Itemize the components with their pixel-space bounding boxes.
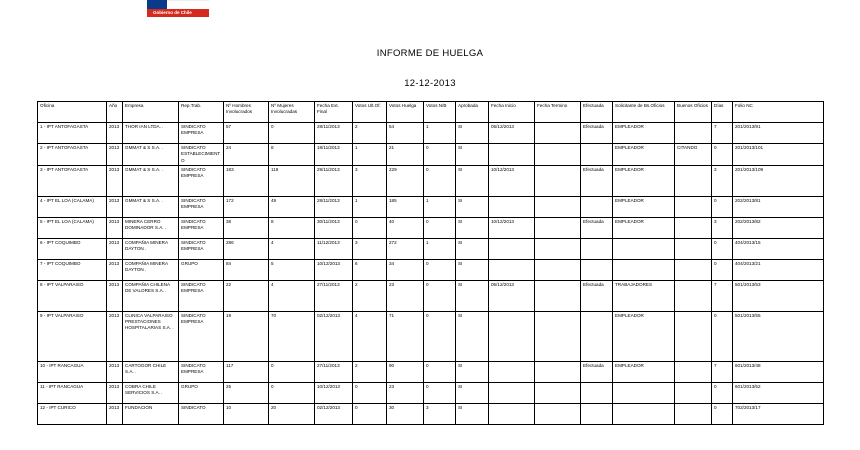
table-cell: CLINICA VALPARAISO PRESTACIONES HOSPITALARIAS S.A. . — [123, 311, 179, 361]
table-cell — [581, 382, 613, 403]
table-cell: 7 — [712, 280, 733, 311]
table-cell: 2013 — [107, 217, 123, 238]
column-header: Fecha Inicio — [489, 102, 535, 123]
table-cell: 2013 — [107, 361, 123, 382]
column-header: Rep.Trab. — [179, 102, 224, 123]
table-cell — [489, 238, 535, 259]
table-cell — [581, 403, 613, 424]
column-header: Días — [712, 102, 733, 123]
report-date: 12-12-2013 — [404, 78, 456, 89]
table-cell — [613, 382, 675, 403]
table-cell — [613, 403, 675, 424]
table-cell: 201/2013/109 — [733, 165, 824, 196]
table-cell: 501/2013/55 — [733, 311, 824, 361]
table-cell: 0 — [269, 361, 315, 382]
table-cell — [675, 280, 712, 311]
table-cell: 286 — [224, 238, 269, 259]
table-cell: 49 — [269, 196, 315, 217]
table-cell: 1 — [353, 144, 387, 166]
table-cell: SI — [456, 144, 489, 166]
table-cell: 8 — [269, 144, 315, 166]
logo-text: Gobierno de Chile — [153, 10, 192, 15]
table-cell: 117 — [224, 361, 269, 382]
table-cell: EMPLEADOR — [613, 311, 675, 361]
strike-report-table — [37, 101, 824, 425]
table-row — [38, 311, 824, 361]
table-cell — [535, 217, 581, 238]
table-cell: 3 — [712, 217, 733, 238]
table-cell: 229 — [387, 165, 424, 196]
column-header: Aprobada — [456, 102, 489, 123]
table-cell: 4 — [269, 280, 315, 311]
table-cell — [535, 123, 581, 144]
table-cell: 118 — [269, 165, 315, 196]
table-cell: SINDICATO EMPRESA — [179, 165, 224, 196]
table-cell: 183 — [224, 165, 269, 196]
table-cell: EMPLEADOR — [613, 361, 675, 382]
table-cell: 0 — [712, 196, 733, 217]
table-cell: 4 — [353, 311, 387, 361]
table-cell: 84 — [224, 259, 269, 280]
table-cell: FUNDACION — [123, 403, 179, 424]
table-cell: 0 — [424, 259, 456, 280]
table-cell: 185 — [387, 196, 424, 217]
table-row — [38, 259, 824, 280]
table-cell — [675, 238, 712, 259]
table-cell — [535, 311, 581, 361]
table-cell: 8 — [269, 217, 315, 238]
table-cell: 38 — [224, 217, 269, 238]
table-cell: 20 — [269, 403, 315, 424]
table-cell: 02/12/2013 — [315, 311, 353, 361]
table-cell: 0 — [424, 361, 456, 382]
table-cell: Efectuada — [581, 217, 613, 238]
table-cell: 11 - IPT RANCAGUA — [38, 382, 107, 403]
table-cell: 5 - IPT EL LOA (CALAMA) — [38, 217, 107, 238]
table-cell: Efectuada — [581, 165, 613, 196]
table-cell: 6 — [353, 259, 387, 280]
column-header: Folio NC — [733, 102, 824, 123]
table-cell: TRABAJADORES — [613, 280, 675, 311]
table-cell — [675, 382, 712, 403]
table-cell: 404/2013/15 — [733, 238, 824, 259]
table-cell: Efectuada — [581, 361, 613, 382]
table-cell: 10/12/2013 — [489, 217, 535, 238]
table-cell — [535, 196, 581, 217]
table-cell: 29/11/2013 — [315, 165, 353, 196]
table-cell: SI — [456, 311, 489, 361]
table-cell: GMMAT & S S.A. . — [123, 144, 179, 166]
table-cell — [675, 259, 712, 280]
table-cell — [489, 259, 535, 280]
table-cell: 11/12/2013 — [315, 238, 353, 259]
column-header: Buenos Oficios — [675, 102, 712, 123]
table-cell: 27/11/2013 — [315, 280, 353, 311]
table-cell — [675, 403, 712, 424]
table-cell — [675, 196, 712, 217]
table-cell: 2013 — [107, 238, 123, 259]
table-cell — [613, 259, 675, 280]
table-cell: 57 — [224, 123, 269, 144]
table-cell: 1 — [353, 196, 387, 217]
table-cell — [581, 259, 613, 280]
table-cell: GRUPO — [179, 382, 224, 403]
table-cell: 1 - IPT ANTOFAGASTA — [38, 123, 107, 144]
table-cell: 2013 — [107, 259, 123, 280]
column-header: Año — [107, 102, 123, 123]
table-cell: 27/11/2013 — [315, 361, 353, 382]
table-cell: COMPAÑIA CHILENA DE VALORES S.A. . — [123, 280, 179, 311]
table-cell: 7 — [712, 123, 733, 144]
table-row — [38, 144, 824, 166]
table-cell: 70 — [269, 311, 315, 361]
table-cell: 40 — [387, 217, 424, 238]
table-cell: 0 — [353, 403, 387, 424]
table-cell: SINDICATO EMPRESA — [179, 217, 224, 238]
table-cell: 501/2013/53 — [733, 280, 824, 311]
column-header: Nº Mujeres Involucradas — [269, 102, 315, 123]
table-cell: GMMAT & S S.A. . — [123, 196, 179, 217]
table-cell — [675, 361, 712, 382]
table-body — [38, 123, 824, 425]
table-cell: SINDICATO — [179, 403, 224, 424]
table-cell: 05/12/2013 — [489, 280, 535, 311]
column-header: Solicitante de Bs.Oficios — [613, 102, 675, 123]
table-cell — [535, 165, 581, 196]
table-cell: 201/2013/101 — [733, 144, 824, 166]
table-cell: 10/12/2013 — [489, 165, 535, 196]
column-header: Votos N/B — [424, 102, 456, 123]
table-cell — [675, 123, 712, 144]
table-cell: EMPLEADOR — [613, 217, 675, 238]
table-header-row — [38, 102, 824, 123]
table-cell: 19 — [224, 311, 269, 361]
table-cell — [489, 382, 535, 403]
table-cell: 0 — [353, 217, 387, 238]
table-row — [38, 361, 824, 382]
column-header: Oficina — [38, 102, 107, 123]
table-cell: SI — [456, 196, 489, 217]
table-cell: 2013 — [107, 144, 123, 166]
table-cell: 0 — [712, 311, 733, 361]
table-cell — [613, 238, 675, 259]
table-cell: SINDICATO EMPRESA — [179, 311, 224, 361]
table-cell — [535, 259, 581, 280]
table-cell: 4 — [269, 238, 315, 259]
table-cell: MINERA CERRO DOMINADOR S.A. . — [123, 217, 179, 238]
table-cell: SINDICATO EMPRESA — [179, 238, 224, 259]
column-header: Votos Huelga — [387, 102, 424, 123]
table-cell: 202/2013/81 — [733, 196, 824, 217]
table-cell: 02/12/2013 — [315, 403, 353, 424]
column-header: Empresa — [123, 102, 179, 123]
table-cell: 7 - IPT COQUIMBO — [38, 259, 107, 280]
table-cell — [535, 403, 581, 424]
table-cell: 8 - IPT VALPARAISO — [38, 280, 107, 311]
table-row — [38, 123, 824, 144]
table-cell: 2013 — [107, 311, 123, 361]
table-row — [38, 165, 824, 196]
table-cell: 25 — [224, 382, 269, 403]
table-cell: 21 — [387, 144, 424, 166]
table-cell: 272 — [387, 238, 424, 259]
table-cell: 0 — [353, 382, 387, 403]
table-cell: SINDICATO EMPRESA — [179, 123, 224, 144]
table-cell: 3 — [712, 165, 733, 196]
table-cell: 404/2013/21 — [733, 259, 824, 280]
table-cell: 7 — [712, 361, 733, 382]
table-cell: COBRA CHILE SERVICIOS S.A. . — [123, 382, 179, 403]
table-cell: 202/2013/82 — [733, 217, 824, 238]
table-cell: CITANDO — [675, 144, 712, 166]
table-cell: Efectuada — [581, 123, 613, 144]
table-cell — [489, 311, 535, 361]
table-cell: SI — [456, 382, 489, 403]
table-cell: 3 — [353, 238, 387, 259]
table-cell: 10 - IPT RANCAGUA — [38, 361, 107, 382]
table-cell: 5 — [269, 259, 315, 280]
column-header: Fecha Ext. Final — [315, 102, 353, 123]
table-cell — [535, 361, 581, 382]
table-cell: 0 — [712, 144, 733, 166]
table-cell: 3 — [353, 165, 387, 196]
table-cell: 0 — [712, 238, 733, 259]
table-cell — [489, 403, 535, 424]
table-cell: SINDICATO ESTABLECIMIENTO — [179, 144, 224, 166]
table-cell: 0 — [424, 382, 456, 403]
table-cell: SI — [456, 165, 489, 196]
table-cell — [489, 144, 535, 166]
column-header: Efectuada — [581, 102, 613, 123]
table-cell — [535, 144, 581, 166]
table-cell: 2 — [353, 280, 387, 311]
table-cell: 0 — [269, 382, 315, 403]
table-cell: 2 — [353, 361, 387, 382]
table-cell: SI — [456, 361, 489, 382]
table-cell: 0 — [712, 382, 733, 403]
table-row — [38, 196, 824, 217]
table-cell: 3 — [424, 403, 456, 424]
table-cell: 23 — [387, 280, 424, 311]
table-cell: 0 — [269, 123, 315, 144]
table-cell: 0 — [424, 165, 456, 196]
table-cell: SINDICATO EMPRESA — [179, 280, 224, 311]
table-cell: 6 - IPT COQUIMBO — [38, 238, 107, 259]
table-cell: 30 — [387, 403, 424, 424]
table-cell — [489, 196, 535, 217]
table-cell: 30/11/2013 — [315, 217, 353, 238]
table-cell: SI — [456, 403, 489, 424]
table-row — [38, 280, 824, 311]
table-cell: 1 — [424, 238, 456, 259]
table-cell: 10/12/2013 — [315, 259, 353, 280]
table-cell: THOR IAN LTDA. . — [123, 123, 179, 144]
table-cell: 601/2013/52 — [733, 382, 824, 403]
table-cell: SI — [456, 217, 489, 238]
table-cell: 24 — [224, 144, 269, 166]
table-cell: 71 — [387, 311, 424, 361]
table-cell — [675, 165, 712, 196]
column-header: Fecha Termino — [535, 102, 581, 123]
table-cell: EMPLEADOR — [613, 123, 675, 144]
table-cell: 28/11/2013 — [315, 123, 353, 144]
table-cell: Efectuada — [581, 280, 613, 311]
table-cell: 12 - IPT CURICO — [38, 403, 107, 424]
table-cell: 0 — [424, 280, 456, 311]
table-cell: 54 — [387, 123, 424, 144]
table-cell: 0 — [712, 259, 733, 280]
table-row — [38, 403, 824, 424]
table-cell: COMPAÑIA MINERA DAYTON . — [123, 259, 179, 280]
table-cell — [581, 311, 613, 361]
table-cell: EMPLEADOR — [613, 165, 675, 196]
table-row — [38, 238, 824, 259]
table-cell: 0 — [712, 403, 733, 424]
table-cell: 4 - IPT EL LOA (CALAMA) — [38, 196, 107, 217]
table-cell: 2013 — [107, 165, 123, 196]
table-cell: 28/11/2013 — [315, 196, 353, 217]
table-cell: 34 — [387, 259, 424, 280]
table-cell: 2013 — [107, 280, 123, 311]
table-cell: 3 - IPT ANTOFAGASTA — [38, 165, 107, 196]
table-cell: CARTOGOR CHILE S.A. . — [123, 361, 179, 382]
table-cell — [581, 238, 613, 259]
table-cell: SI — [456, 123, 489, 144]
report-title: INFORME DE HUELGA — [376, 48, 484, 59]
table-row — [38, 382, 824, 403]
table-cell: 2 - IPT ANTOFAGASTA — [38, 144, 107, 166]
table-cell: 2013 — [107, 196, 123, 217]
table-cell: 1 — [424, 123, 456, 144]
table-cell: SINDICATO EMPRESA — [179, 196, 224, 217]
table-cell: 201/2013/91 — [733, 123, 824, 144]
table-cell: 0 — [424, 217, 456, 238]
table-cell: SI — [456, 259, 489, 280]
table-cell: 90 — [387, 361, 424, 382]
table-cell: COMPAÑIA MINERA DAYTON . — [123, 238, 179, 259]
table-cell: 702/2013/17 — [733, 403, 824, 424]
table-cell — [675, 217, 712, 238]
column-header: Votos Ult.Of. — [353, 102, 387, 123]
table-cell: 172 — [224, 196, 269, 217]
table-cell: 05/12/2013 — [489, 123, 535, 144]
table-cell: 0 — [424, 144, 456, 166]
table-cell — [675, 311, 712, 361]
table-cell: 23 — [387, 382, 424, 403]
table-cell: EMPLEADOR — [613, 196, 675, 217]
table-cell: 2013 — [107, 123, 123, 144]
logo-blue-block — [147, 0, 167, 9]
table-cell: 10/12/2013 — [315, 382, 353, 403]
table-cell: 2 — [353, 123, 387, 144]
table-cell: 9 - IPT VALPARAISO — [38, 311, 107, 361]
table-cell — [489, 361, 535, 382]
table-cell: SINDICATO EMPRESA — [179, 361, 224, 382]
table-cell: SI — [456, 238, 489, 259]
table-cell: 601/2013/48 — [733, 361, 824, 382]
table-cell: 10 — [224, 403, 269, 424]
table-cell: 18/11/2013 — [315, 144, 353, 166]
column-header: Nº Hombres Involucrados — [224, 102, 269, 123]
table-row — [38, 217, 824, 238]
table-cell: GMMAT & S S.A. . — [123, 165, 179, 196]
table-cell: 1 — [424, 196, 456, 217]
table-cell — [535, 280, 581, 311]
table-cell: 22 — [224, 280, 269, 311]
table-cell — [581, 196, 613, 217]
table-cell: EMPLEADOR — [613, 144, 675, 166]
table-cell — [535, 238, 581, 259]
table-cell: 2013 — [107, 403, 123, 424]
table-cell: GRUPO — [179, 259, 224, 280]
table-cell — [581, 144, 613, 166]
table-cell — [535, 382, 581, 403]
table-cell: SI — [456, 280, 489, 311]
table-cell: 2013 — [107, 382, 123, 403]
government-logo — [147, 0, 209, 17]
table-cell: 0 — [424, 311, 456, 361]
